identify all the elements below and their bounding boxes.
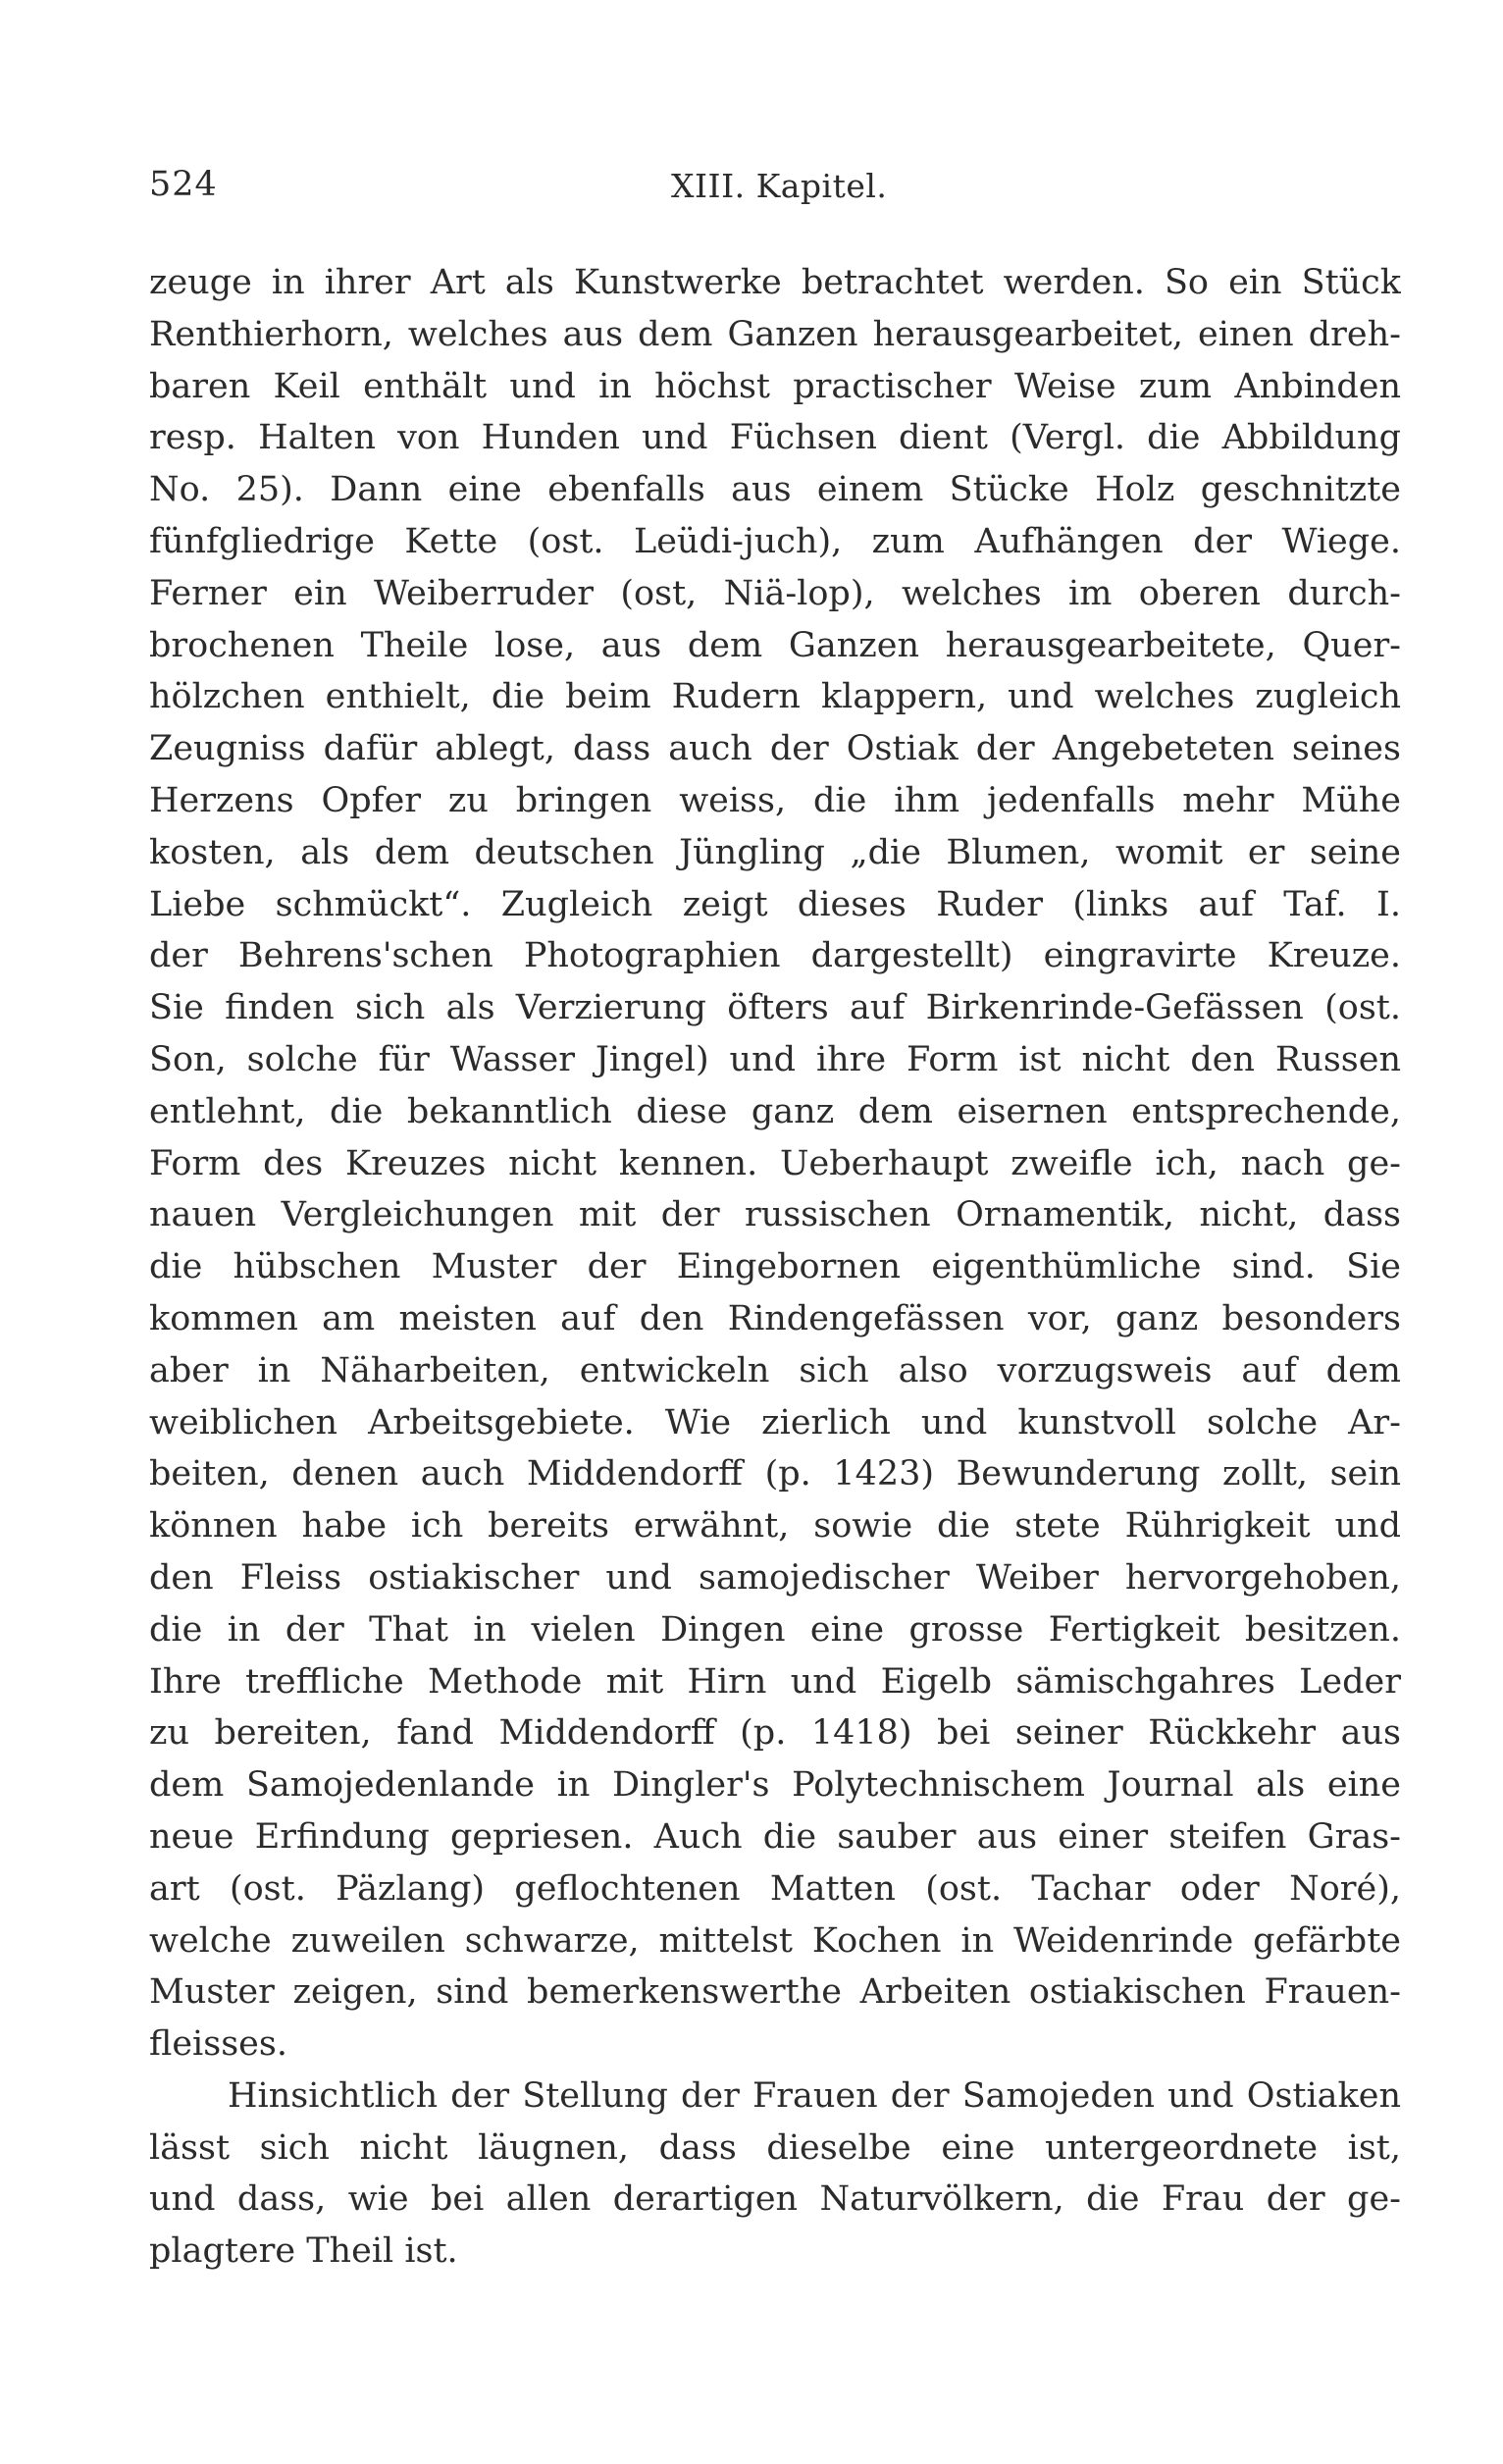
text-line: welche zuweilen schwarze, mittelst Kochen in Weidenrinde gefärbte xyxy=(149,1920,1401,1961)
paragraph xyxy=(149,2071,1401,2278)
text-line: Hinsichtlich der Stellung der Frauen der Samojeden und Ostiaken xyxy=(228,2075,1401,2116)
text-line: entlehnt, die bekanntlich diese ganz dem eisernen entsprechende, xyxy=(149,1091,1401,1131)
running-head: XIII. Kapitel. xyxy=(671,167,888,205)
text-line: kosten, als dem deutschen Jüngling „die Blumen, womit er seine xyxy=(149,832,1401,872)
text-line: den Fleiss ostiakischer und samojedischer Weiber hervorgehoben, xyxy=(149,1557,1401,1598)
text-line: Herzens Opfer zu bringen weiss, die ihm jedenfalls mehr Mühe xyxy=(149,780,1401,820)
text-line: brochenen Theile lose, aus dem Ganzen herausgearbeitete, Quer- xyxy=(149,625,1401,665)
text-line: zeuge in ihrer Art als Kunstwerke betrachtet werden. So ein Stück xyxy=(149,263,1401,302)
text-line: können habe ich bereits erwähnt, sowie die stete Rührigkeit und xyxy=(149,1506,1401,1547)
text-line: die hübschen Muster der Eingebornen eigenthümliche sind. Sie xyxy=(149,1247,1401,1287)
text-line: kommen am meisten auf den Rindengefässen vor, ganz besonders xyxy=(149,1298,1401,1338)
text-line: fleisses. xyxy=(149,2024,287,2065)
text-line: Ferner ein Weiberruder (ost, Niä-lop), welches im oberen durch- xyxy=(149,573,1401,613)
body-text xyxy=(149,257,1401,2278)
text-line: Muster zeigen, sind bemerkenswerthe Arbeiten ostiakischen Frauen- xyxy=(149,1972,1401,2013)
page-header xyxy=(149,165,1401,220)
paragraph xyxy=(149,257,1401,2071)
text-line: fünfgliedrige Kette (ost. Leüdi-juch), zum Aufhängen der Wiege. xyxy=(149,521,1401,561)
text-line: lässt sich nicht läugnen, dass dieselbe eine untergeordnete ist, xyxy=(149,2127,1401,2168)
page-number: 524 xyxy=(149,165,218,204)
text-line: plagtere Theil ist. xyxy=(149,2231,458,2272)
text-line: Son, solche für Wasser Jingel) und ihre Form ist nicht den Russen xyxy=(149,1039,1401,1079)
text-line: Form des Kreuzes nicht kennen. Ueberhaupt zweifle ich, nach ge- xyxy=(149,1143,1401,1183)
text-line: art (ost. Päzlang) geflochtenen Matten (ost. Tachar oder Noré), xyxy=(149,1868,1401,1909)
text-line: nauen Vergleichungen mit der russischen Ornamentik, nicht, dass xyxy=(149,1195,1401,1235)
text-line: Zeugniss dafür ablegt, dass auch der Ostiak der Angebeteten seines xyxy=(149,729,1401,769)
text-line: resp. Halten von Hunden und Füchsen dient (Vergl. die Abbildung xyxy=(149,418,1401,458)
text-line: Renthierhorn, welches aus dem Ganzen herausgearbeitet, einen dreh- xyxy=(149,314,1401,354)
text-line: Liebe schmückt“. Zugleich zeigt dieses Ruder (links auf Taf. I. xyxy=(149,884,1401,924)
text-line: Ihre treffliche Methode mit Hirn und Eigelb sämischgahres Leder xyxy=(149,1661,1401,1702)
text-line: die in der That in vielen Dingen eine grosse Fertigkeit besitzen. xyxy=(149,1609,1401,1650)
text-line: dem Samojedenlande in Dingler's Polytechnischem Journal als eine xyxy=(149,1765,1401,1806)
text-line: No. 25). Dann eine ebenfalls aus einem Stücke Holz geschnitzte xyxy=(149,470,1401,510)
text-line: der Behrens'schen Photographien dargestellt) eingravirte Kreuze. xyxy=(149,936,1401,976)
text-line: Sie finden sich als Verzierung öfters auf Birkenrinde-Gefässen (ost. xyxy=(149,988,1401,1028)
text-line: beiten, denen auch Middendorff (p. 1423) Bewunderung zollt, sein xyxy=(149,1454,1401,1494)
text-line: weiblichen Arbeitsgebiete. Wie zierlich und kunstvoll solche Ar- xyxy=(149,1402,1401,1442)
text-line: neue Erfindung gepriesen. Auch die sauber aus einer steifen Gras- xyxy=(149,1816,1401,1857)
text-line: zu bereiten, fand Middendorff (p. 1418) bei seiner Rückkehr aus xyxy=(149,1713,1401,1754)
text-line: hölzchen enthielt, die beim Rudern klappern, und welches zugleich xyxy=(149,677,1401,717)
text-line: und dass, wie bei allen derartigen Naturvölkern, die Frau der ge- xyxy=(149,2179,1401,2220)
text-line: baren Keil enthält und in höchst practischer Weise zum Anbinden xyxy=(149,366,1401,406)
text-line: aber in Näharbeiten, entwickeln sich also vorzugsweis auf dem xyxy=(149,1350,1401,1390)
